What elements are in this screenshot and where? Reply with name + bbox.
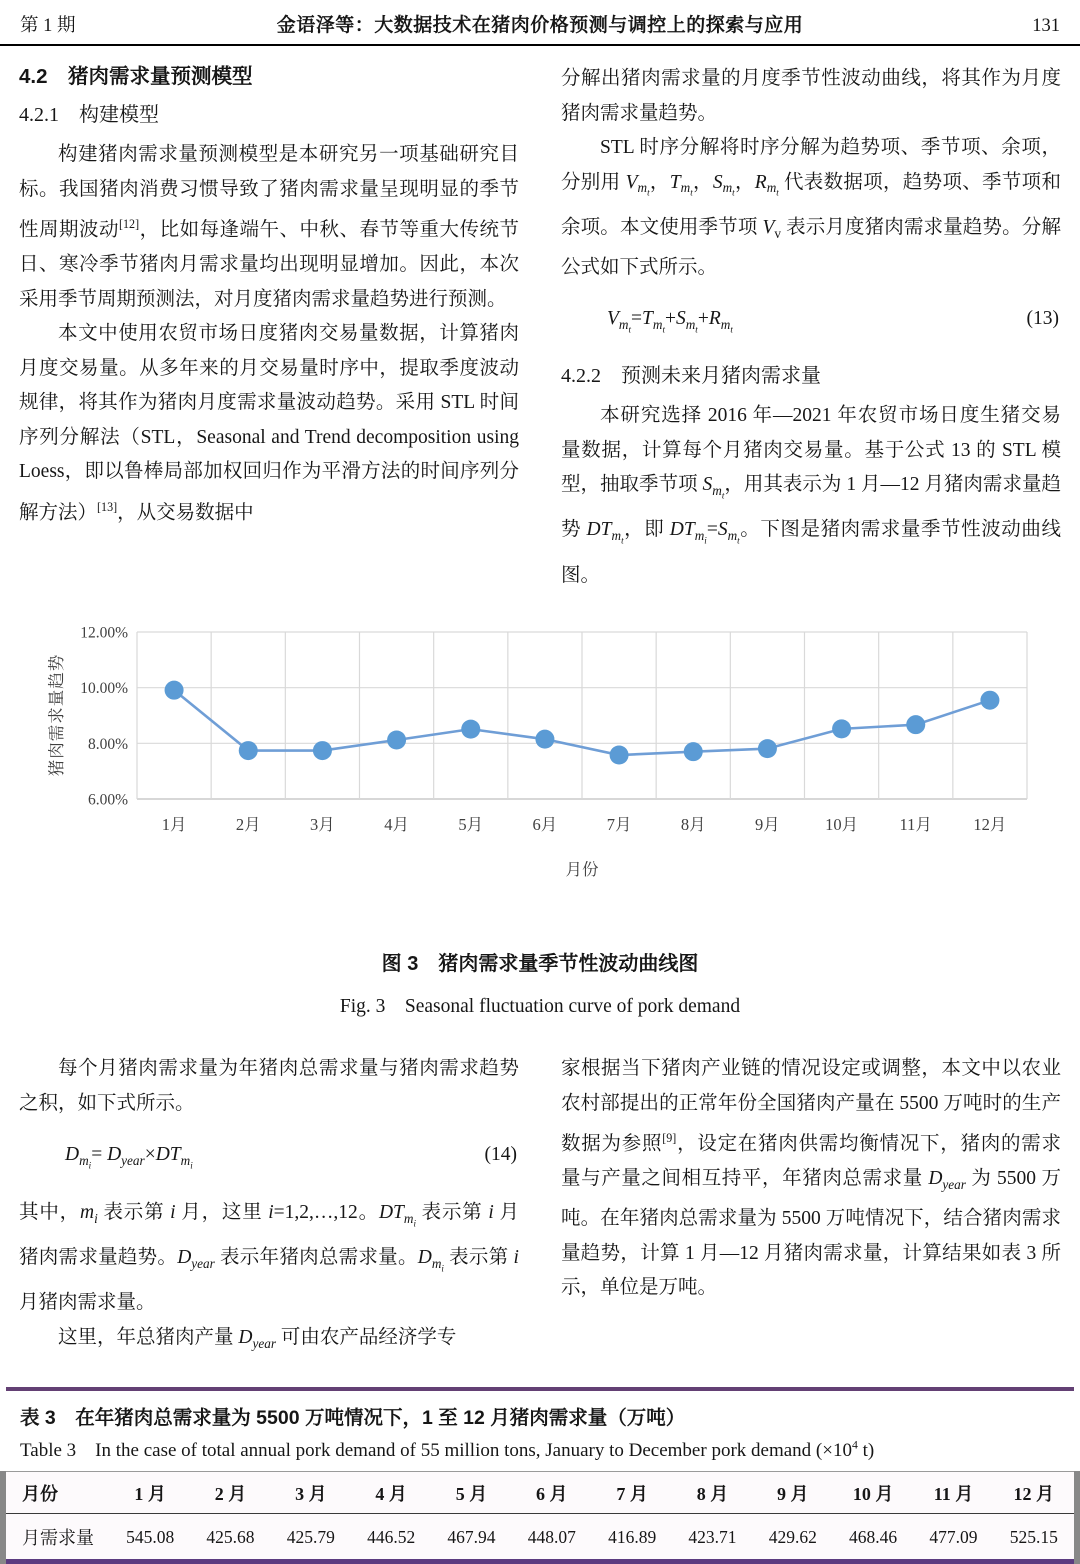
x-tick-label: 5月 xyxy=(458,815,484,835)
table-caption-zh: 表 3 在年猪肉总需求量为 5500 万吨情况下，1 至 12 月猪肉需求量（万吨） xyxy=(20,1407,686,1429)
x-tick-label: 6月 xyxy=(532,815,558,835)
month-header-cell: 9 月 xyxy=(753,1472,833,1514)
y-tick-label: 6.00% xyxy=(87,791,128,809)
month-header-cell: 4 月 xyxy=(351,1472,431,1514)
month-header-cell: 1 月 xyxy=(110,1472,190,1514)
x-tick-label: 11月 xyxy=(899,815,932,835)
table-3-block xyxy=(6,1387,1074,1564)
demand-value-cell: 416.89 xyxy=(608,1526,657,1547)
equation-13 xyxy=(561,302,1061,347)
right-column-bottom xyxy=(561,1052,1061,1361)
x-tick-label: 1月 xyxy=(161,815,187,835)
x-tick-label: 10月 xyxy=(825,815,859,835)
demand-value-cell: 467.94 xyxy=(447,1526,496,1547)
table-top-rule xyxy=(6,1387,1074,1391)
y-tick-label: 12.00% xyxy=(80,624,128,642)
table-caption-en: Table 3 In the case of total annual pork demand of 55 million tons, January to December pork demand ($\times 10^4$ t) xyxy=(20,1438,875,1461)
data-point-8月 xyxy=(684,742,703,761)
left-column-bottom xyxy=(19,1052,519,1361)
x-tick-label: 2月 xyxy=(235,815,261,835)
x-tick-label: 7月 xyxy=(606,815,632,835)
chart-y-axis-title: 猪肉需求量趋势 xyxy=(47,653,66,777)
monthly-demand-table xyxy=(6,1471,1074,1564)
data-point-2月 xyxy=(239,741,258,760)
running-header xyxy=(0,0,1080,46)
data-point-7月 xyxy=(610,746,629,765)
paragraph: 构建猪肉需求量预测模型是本研究另一项基础研究目标。我国猪肉消费习惯导致了猪肉需求量呈现明显的季节性周期波动[12]，比如每逢端午、中秋、春节等重大传统节日、寒冷季节猪肉月需求量均出现明显增加。因此，本次采用季节周期预测法，对月度猪肉需求量趋势进行预测。 xyxy=(19,144,519,310)
paragraph: 本文中使用农贸市场日度猪肉交易量数据，计算猪肉月度交易量。从多年来的月交易量时序中，提取季度波动规律，将其作为猪肉月度需求量波动趋势。采用 STL 时间序列分解法（STL，Seasonal and Trend decomposition using Loess，即以鲁棒局部加权回归作为平滑方法的时间序列分解方法）[13]，从交易数据中 xyxy=(19,323,519,523)
subsection-heading-4-2-2: 4.2.2 预测未来月猪肉需求量 xyxy=(561,365,821,388)
demand-value-cell: 468.46 xyxy=(849,1526,898,1547)
demand-value-cell: 423.71 xyxy=(688,1526,737,1547)
month-header-cell: 12 月 xyxy=(994,1472,1074,1514)
journal-issue: 第 1 期 xyxy=(20,16,76,36)
x-tick-label: 12月 xyxy=(973,815,1007,835)
paragraph: 本研究选择 2016 年—2021 年农贸市场日度生猪交易量数据，计算每个月猪肉交易量。基于公式 13 的 STL 模型，抽取季节项 $S_{m_t}$，用其表示为 1 月—12 月猪肉需求量趋势 $DT_{m_t}$，即 $DT_{m_i}=S_{m_t}$。下图是猪肉需求量季节性波动曲线图。 xyxy=(561,405,1061,586)
y-tick-label: 8.00% xyxy=(87,735,128,753)
month-header-cell: 6 月 xyxy=(512,1472,592,1514)
paragraph: 分解出猪肉需求量的月度季节性波动曲线，将其作为月度猪肉需求量趋势。 xyxy=(561,68,1061,124)
figure-caption-zh: 图 3 猪肉需求量季节性波动曲线图 xyxy=(381,953,699,976)
x-tick-label: 8月 xyxy=(680,815,706,835)
paragraph: 每个月猪肉需求量为年猪肉总需求量与猪肉需求趋势之积，如下式所示。 xyxy=(19,1058,519,1114)
equation-14-number: (14) xyxy=(484,1144,517,1166)
row-header-cell: 月份 xyxy=(6,1472,110,1514)
paragraph: 家根据当下猪肉产业链的情况设定或调整，本文中以农业农村部提出的正常年份全国猪肉产量在 5500 万吨时的生产数据为参照[9]，设定在猪肉供需均衡情况下，猪肉的需求量与产量之间相互持平，年猪肉总需求量 $D_{year}$ 为 5500 万吨。在年猪肉总需求量为 5500 万吨情况下，结合猪肉需求量趋势，计算 1 月—12 月猪肉需求量，计算结果如表 3 所示，单位是万吨。 xyxy=(561,1058,1061,1299)
demand-value-cell: 425.79 xyxy=(286,1526,335,1547)
month-header-cell: 5 月 xyxy=(431,1472,511,1514)
left-column-top xyxy=(19,46,519,593)
data-point-9月 xyxy=(758,739,777,758)
paragraph: STL 时序分解将时序分解为趋势项、季节项、余项，分别用 $V_{m_t}$，$T_{m_t}$，$S_{m_t}$，$R_{m_t}$ 代表数据项，趋势项、季节项和余项。本文使用季节项 $V_v$ 表示月度猪肉需求量趋势。分解公式如下式所示。 xyxy=(561,137,1061,278)
right-column-top xyxy=(561,46,1061,593)
demand-value-cell: 429.62 xyxy=(768,1526,817,1547)
paragraph: 其中，$m_i$ 表示第 i 月，这里 i=1,2,…,12。$DT_{m_i}$ 表示第 i 月猪肉需求量趋势。$D_{year}$ 表示年猪肉总需求量。$D_{m_i}$ 表示第 i 月猪肉需求量。 xyxy=(19,1202,519,1314)
data-point-3月 xyxy=(313,741,332,760)
paragraph: 这里，年总猪肉产量 $D_{year}$ 可由农产品经济学专 xyxy=(58,1326,457,1351)
month-header-cell: 7 月 xyxy=(592,1472,672,1514)
table-header-row xyxy=(6,1472,1074,1514)
top-text-section xyxy=(0,46,1080,593)
equation-13-number: (13) xyxy=(1026,308,1059,330)
data-point-11月 xyxy=(906,715,925,734)
subsection-heading-4-2-1: 4.2.1 构建模型 xyxy=(19,104,159,126)
data-point-10月 xyxy=(832,719,851,738)
figure-caption-en: Fig. 3 Seasonal fluctuation curve of pork demand xyxy=(339,996,741,1018)
chart-x-axis-title: 月份 xyxy=(565,860,599,880)
demand-value-cell: 446.52 xyxy=(367,1526,416,1547)
x-tick-label: 9月 xyxy=(755,815,780,835)
month-header-cell: 3 月 xyxy=(271,1472,351,1514)
table-data-row xyxy=(6,1514,1074,1562)
data-point-12月 xyxy=(980,691,999,710)
x-tick-label: 3月 xyxy=(310,815,335,835)
data-point-6月 xyxy=(535,730,554,749)
figure-3-chart xyxy=(42,617,1042,899)
equation-14-body: $D_{m_i}= D_{year}\times DT_{m_i}$ xyxy=(65,1144,193,1171)
data-point-4月 xyxy=(387,731,406,750)
x-tick-label: 4月 xyxy=(384,815,409,835)
month-header-cell: 2 月 xyxy=(190,1472,270,1514)
demand-value-cell: 545.08 xyxy=(126,1526,175,1547)
page-number: 131 xyxy=(1032,16,1060,36)
month-header-cell: 11 月 xyxy=(913,1472,993,1514)
data-point-1月 xyxy=(165,681,184,700)
equation-13-body: $V_{m_t}=T_{m_t}+S_{m_t}+R_{m_t}$ xyxy=(607,308,733,335)
demand-value-cell: 525.15 xyxy=(1009,1526,1058,1547)
running-title: 金语泽等：大数据技术在猪肉价格预测与调控上的探索与应用 xyxy=(276,15,804,36)
seasonal-fluctuation-line-chart xyxy=(42,617,1042,899)
data-point-5月 xyxy=(461,720,480,739)
demand-value-cell: 448.07 xyxy=(527,1526,576,1547)
section-heading-4-2: 4.2 猪肉需求量预测模型 xyxy=(19,65,253,88)
demand-value-cell: 477.09 xyxy=(929,1526,978,1547)
row-label-cell: 月需求量 xyxy=(22,1528,94,1548)
month-header-cell: 8 月 xyxy=(672,1472,752,1514)
y-tick-label: 10.00% xyxy=(80,680,128,698)
month-header-cell: 10 月 xyxy=(833,1472,913,1514)
equation-14 xyxy=(19,1138,519,1183)
demand-value-cell: 425.68 xyxy=(206,1526,255,1547)
bottom-text-section xyxy=(0,1052,1080,1361)
